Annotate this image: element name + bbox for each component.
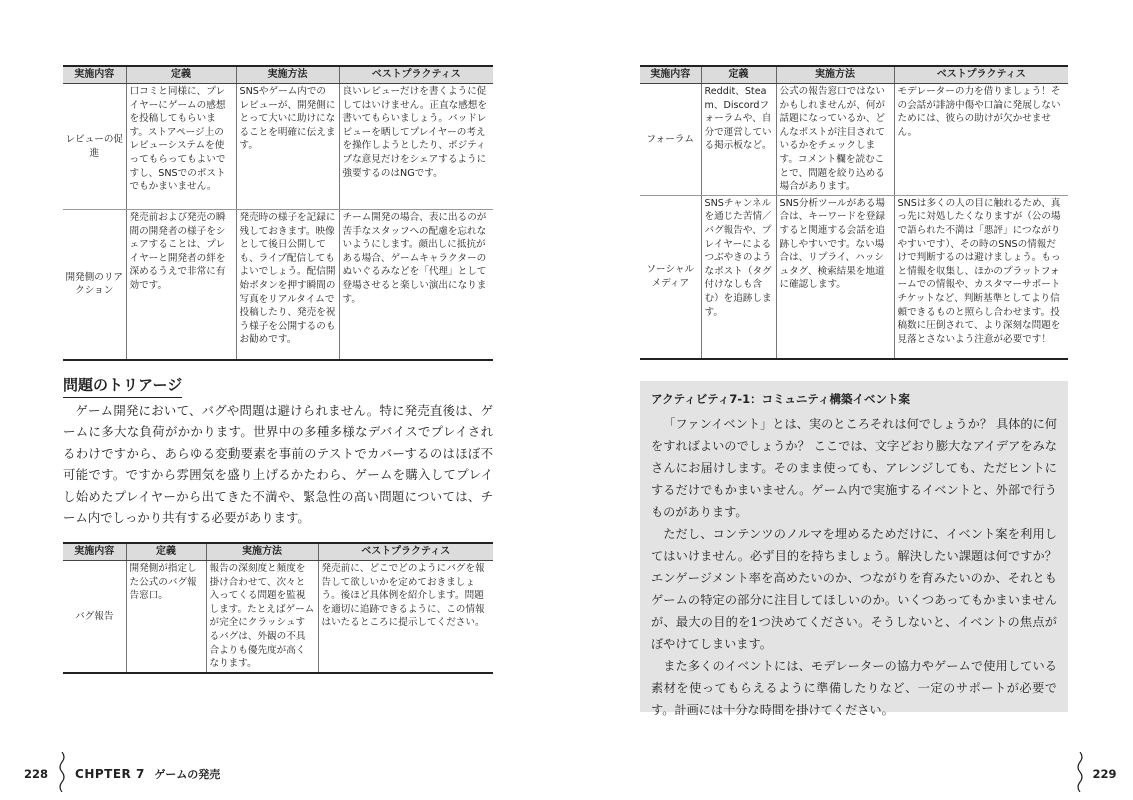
row-category: フォーラム [640, 84, 701, 196]
header-definition: 定義 [126, 543, 206, 561]
table-header-row [63, 66, 493, 84]
activity-title: アクティビティ7-1：コミュニティ構築イベント案 [651, 392, 910, 406]
activity-paragraph: また多くのイベントには、モデレーターの協力やゲームで使用している素材を使ってもらえるように準備したりなど、一定のサポートが必要です。計画には十分な時間を掛けてください。 [651, 659, 1057, 717]
row-method: 報告の深刻度と頻度を掛け合わせて、次々と入ってくる問題を監視します。たとえばゲームが完全にクラッシュするバグは、外観の不具合よりも優先度が高くなります。 [206, 561, 318, 673]
table-row [63, 210, 493, 360]
table-row [63, 84, 493, 210]
header-definition: 定義 [126, 66, 236, 84]
header-method: 実施方法 [236, 66, 339, 84]
chapter-label: CHPTER 7 [75, 767, 145, 781]
header-implementation: 実施内容 [63, 66, 126, 84]
header-best-practice: ベストプラクティス [339, 66, 493, 84]
table-row [63, 561, 493, 673]
row-best-practice: チーム開発の場合、表に出るのが苦手なスタッフへの配慮を忘れないようにします。顔出しに抵抗がある場合、ゲームキャラクターのぬいぐるみなどを「代理」として登場させると楽しい演出になります。 [339, 210, 493, 360]
row-category: ソーシャルメディア [640, 195, 701, 359]
activity-paragraph: 「ファンイベント」とは、実のところそれは何でしょうか？ 具体的に何をすればよいのでしょうか？ ここでは、文字どおり膨大なアイデアをみなさんにお届けします。そのまま使っても、アレンジしても、ただヒントにするだけでもかまいません。ゲーム内で実施するイベントと、外部で行うものがあります。 [651, 417, 1057, 519]
row-best-practice: モデレーターの力を借りましょう！その会話が誹謗中傷や口論に発展しないためには、彼らの助けが欠かせません。 [894, 84, 1068, 196]
row-category: バグ報告 [63, 561, 126, 673]
channel-table [640, 65, 1068, 360]
header-best-practice: ベストプラクティス [318, 543, 493, 561]
row-best-practice: SNSは多くの人の目に触れるため、真っ先に対処したくなりますが（公の場で語られた不満は「悪評」につながりやすいです）、その時のSNSの情報だけで判断するのは避けましょう。もっと情報を収集し、ほかのプラットフォームでの情報や、カスタマーサポートチケットなど、判断基準としてより信頼できるものと照らし合わせます。投稿数に圧倒されて、より深刻な問題を見落とさないよう注意が必要です！ [894, 195, 1068, 359]
table-header-row [63, 543, 493, 561]
squiggle-divider [58, 752, 66, 792]
squiggle-divider [1076, 752, 1084, 792]
row-best-practice: 良いレビューだけを書くように促してはいけません。正直な感想を書いてもらいましょう。バッドレビューを晒してプレイヤーの考えを操作しようとしたり、ポジティブな意見だけをシェアするように強要するのはNGです。 [339, 84, 493, 210]
row-method: 発売時の様子を記録に残しておきます。映像として後日公開しても、ライブ配信してもよいでしょう。配信開始ボタンを押す瞬間の写真をリアルタイムで投稿したり、発売を祝う様子を公開するのもお勧めです。 [236, 210, 339, 360]
row-category: レビューの促進 [63, 84, 126, 210]
table-header-row [640, 66, 1068, 84]
row-method: SNSやゲーム内でのレビューが、開発側にとって大いに助けになることを明確に伝えます。 [236, 84, 339, 210]
header-method: 実施方法 [206, 543, 318, 561]
left-page [0, 0, 566, 800]
activity-box [640, 381, 1068, 717]
table-row [640, 84, 1068, 196]
row-best-practice: 発売前に、どこでどのようにバグを報告して欲しいかを定めておきましょう。後ほど具体例を紹介します。問題を適切に追跡できるように、この情報はいたるところに提示してください。 [318, 561, 493, 673]
table-row [640, 195, 1068, 359]
header-implementation: 実施内容 [640, 66, 701, 84]
row-method: 公式の報告窓口ではないかもしれませんが、何が話題になっているか、どんなポストが注目されているかをチェックします。コメント欄を読むことで、問題を絞り込める場合があります。 [776, 84, 894, 196]
row-method: SNS分析ツールがある場合は、キーワードを登録すると関連する会話を追跡しやすいです。ない場合は、リプライ、ハッシュタグ、検索結果を地道に確認します。 [776, 195, 894, 359]
header-implementation: 実施内容 [63, 543, 126, 561]
chapter-title: ゲームの発売 [154, 768, 221, 781]
page-number: 228 [24, 767, 49, 781]
row-definition: 口コミと同様に、プレイヤーにゲームの感想を投稿してもらいます。ストアページ上のレビューシステムを使ってもらってもよいですし、SNSでのポストでもかまいません。 [126, 84, 236, 210]
activity-paragraph: ただし、コンテンツのノルマを埋めるためだけに、イベント案を利用してはいけません。必ず目的を持ちましょう。解決したい課題は何ですか？エンゲージメント率を高めたいのか、つながりを育みたいのか、それともゲームの特定の部分に注目してほしいのか。いくつあってもかまいませんが、最大の目的を1つ決めてください。そうしないと、イベントの焦点がぼやけてしまいます。 [651, 527, 1057, 651]
row-category: 開発側のリアクション [63, 210, 126, 360]
section-heading: 問題のトリアージ [63, 374, 182, 398]
body-paragraph: ゲーム開発において、バグや問題は避けられません。特に発売直後は、ゲームに多大な負荷がかかります。世界中の多種多様なデバイスでプレイされるわけですから、あらゆる変動要素を事前のテストでカバーするのはほぼ不可能です。ですから雰囲気を盛り上げるかたわら、ゲームを購入してプレイし始めたプレイヤーから出てきた不満や、緊急性の高い問題については、チーム内でしっかり共有する必要があります。 [63, 403, 493, 526]
row-definition: 開発側が指定した公式のバグ報告窓口。 [126, 561, 206, 673]
triage-table [63, 542, 493, 674]
header-method: 実施方法 [776, 66, 894, 84]
header-definition: 定義 [701, 66, 776, 84]
right-footer [1076, 752, 1117, 792]
right-page [566, 0, 1133, 800]
row-definition: SNSチャンネルを通じた苦情／バグ報告や、プレイヤーによるつぶやきのようなポスト（タグ付けなしも含む）を追跡します。 [701, 195, 776, 359]
promotion-table [63, 65, 493, 361]
page-number: 229 [1092, 767, 1117, 781]
header-best-practice: ベストプラクティス [894, 66, 1068, 84]
left-footer [24, 752, 220, 792]
row-definition: 発売前および発売の瞬間の開発者の様子をシェアすることは、プレイヤーと開発者の絆を深めるうえで非常に有効です。 [126, 210, 236, 360]
row-definition: Reddit、Steam、Discordフォーラムや、自分で運営している掲示板など。 [701, 84, 776, 196]
